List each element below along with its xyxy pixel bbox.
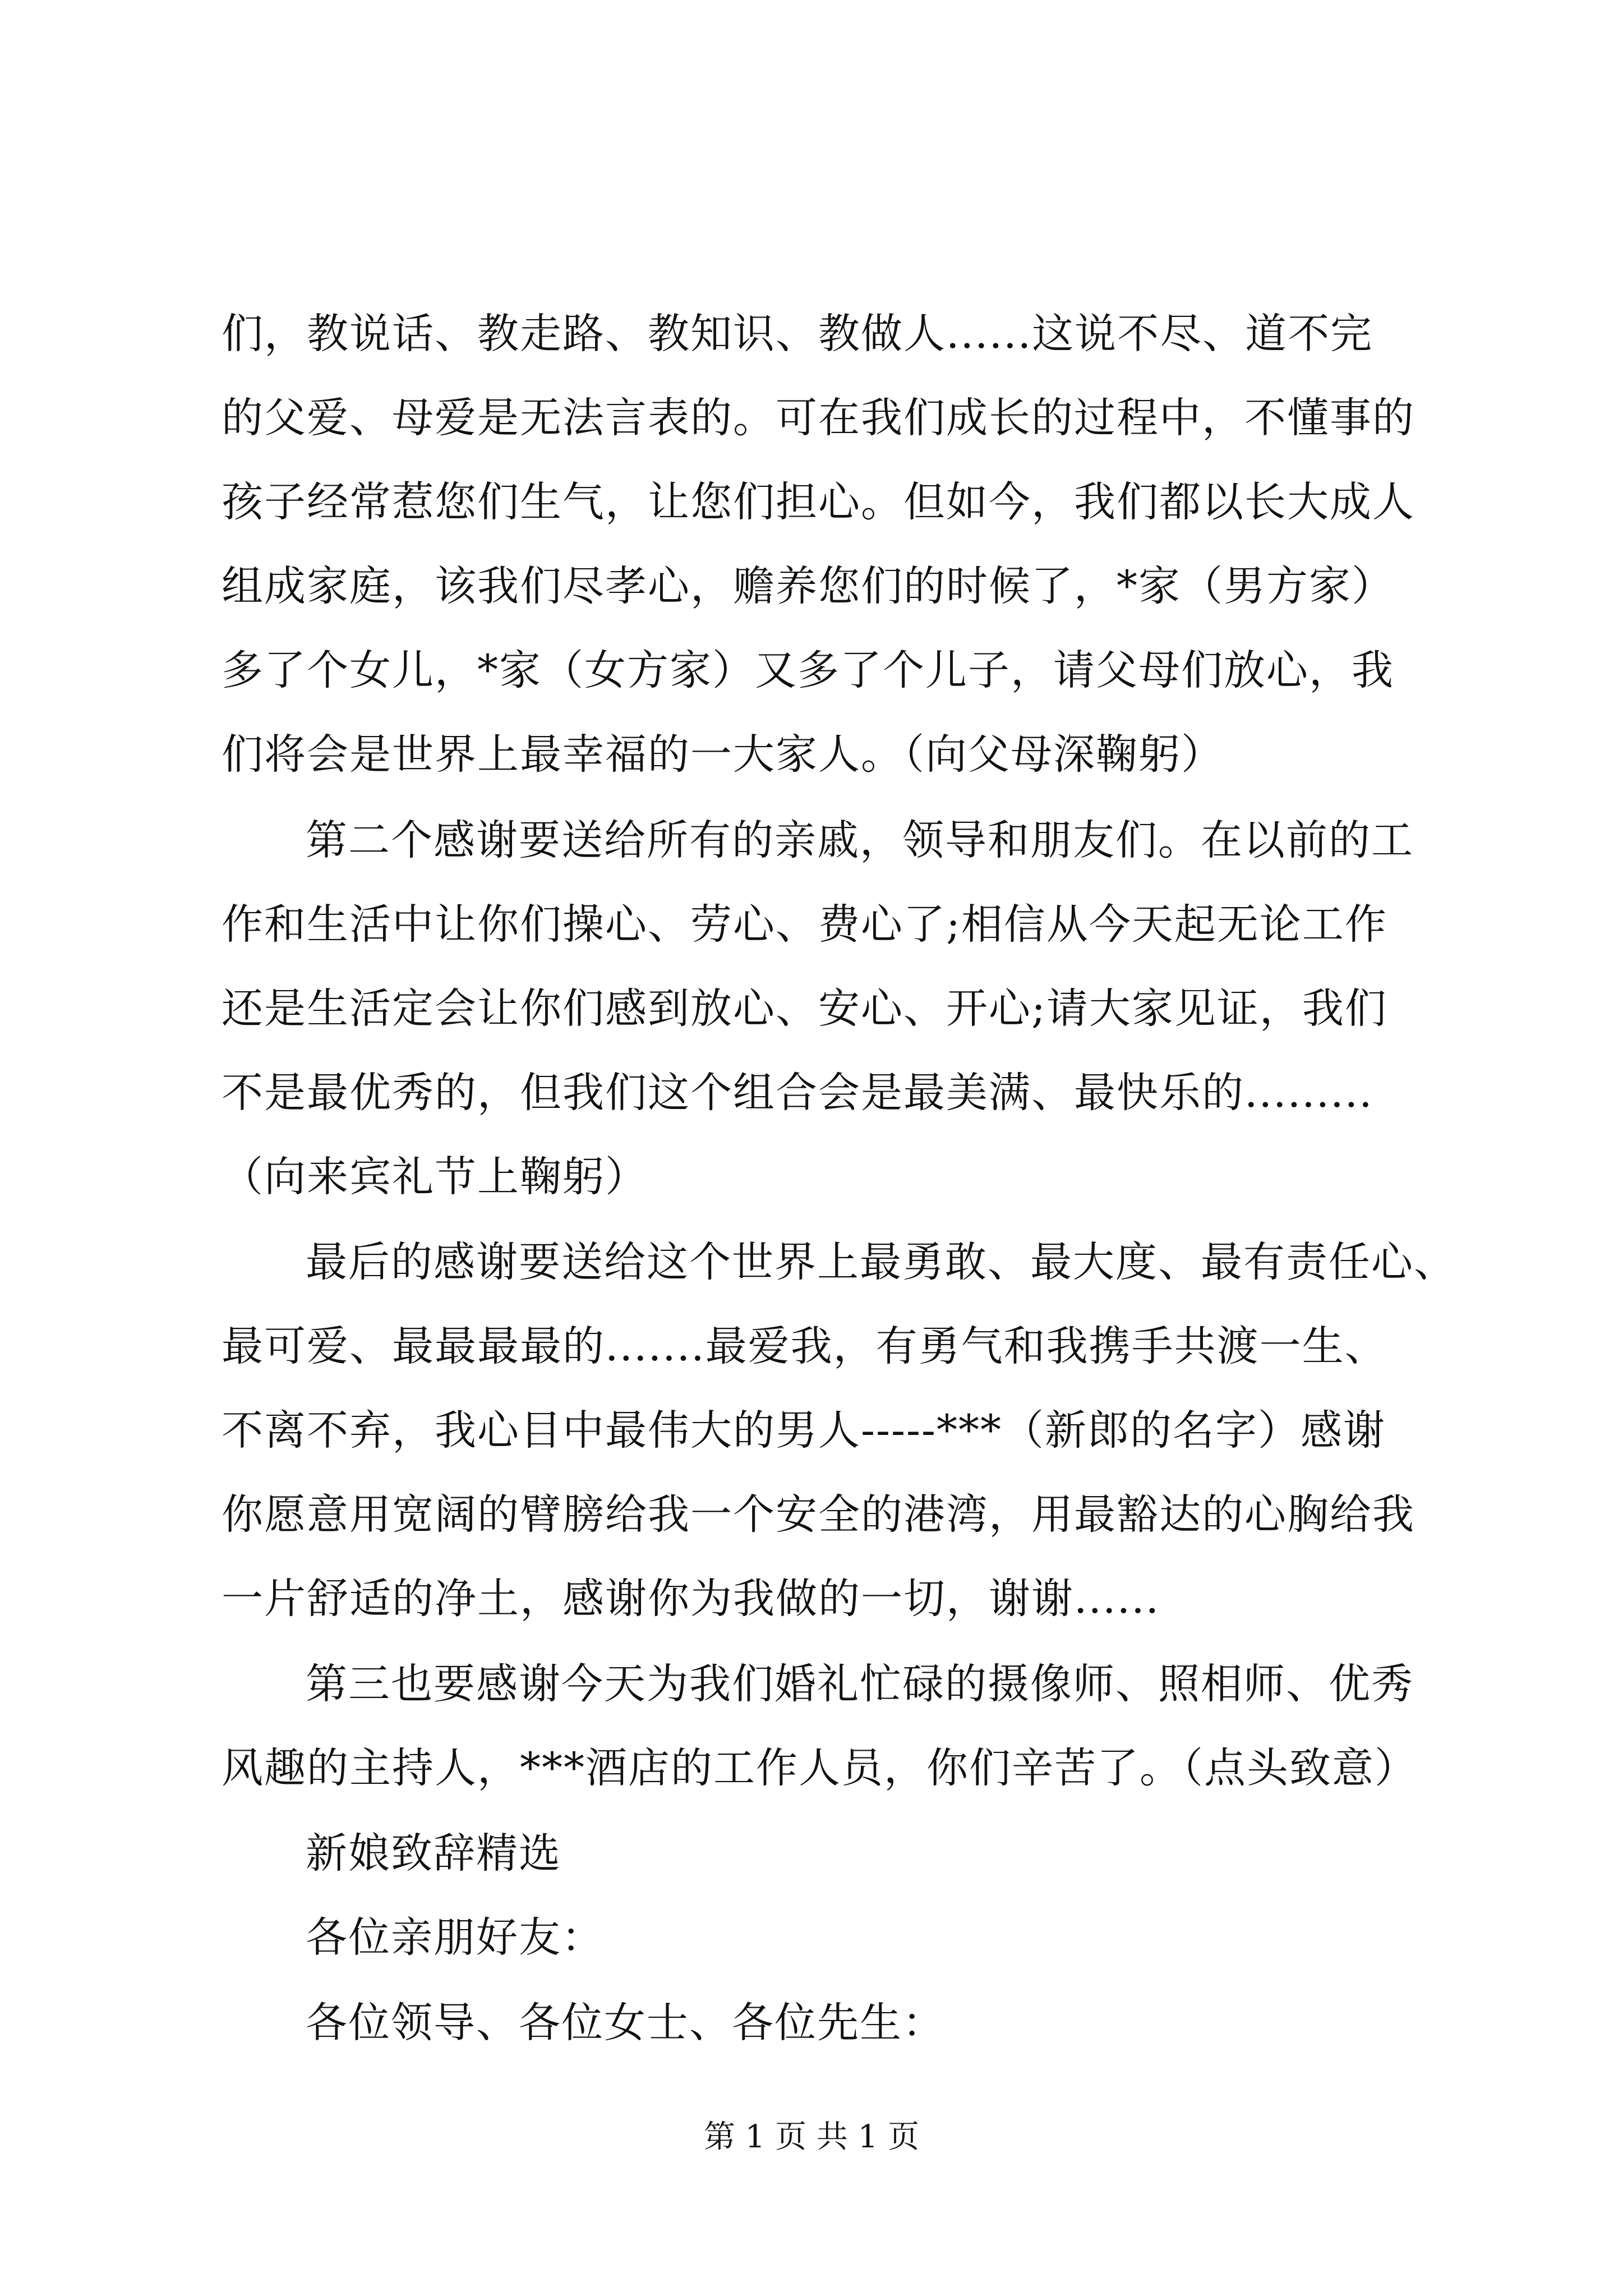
text-line: 的父爱、母爱是无法言表的。可在我们成长的过程中，不懂事的 (222, 394, 1415, 442)
salutation: 各位亲朋好友： (306, 1913, 604, 1962)
text-line: 风趣的主持人，***酒店的工作人员，你们辛苦了。（点头致意） (222, 1744, 1417, 1792)
text-line: 孩子经常惹您们生气，让您们担心。但如今，我们都以长大成人 (222, 478, 1415, 526)
text-line: 组成家庭，该我们尽孝心，赡养您们的时候了，*家（男方家） (222, 562, 1394, 610)
text-line: 还是生活定会让你们感到放心、安心、开心;请大家见证，我们 (222, 984, 1387, 1033)
text-line: （向来宾礼节上鞠躬） (222, 1153, 648, 1201)
paragraph-first-line: 最后的感谢要送给这个世界上最勇敢、最大度、最有责任心、 (306, 1238, 1456, 1286)
text-line: 不是最优秀的，但我们这个组合会是最美满、最快乐的......... (222, 1069, 1373, 1117)
salutation: 各位领导、各位女士、各位先生： (306, 1999, 945, 2047)
text-line: 一片舒适的净土，感谢你为我做的一切，谢谢...... (222, 1575, 1160, 1623)
text-line: 们将会是世界上最幸福的一大家人。（向父母深鞠躬） (222, 730, 1224, 779)
paragraph-first-line: 第三也要感谢今天为我们婚礼忙碌的摄像师、照相师、优秀 (306, 1660, 1414, 1708)
text-line: 最可爱、最最最最的.......最爱我，有勇气和我携手共渡一生、 (222, 1322, 1387, 1370)
text-line: 不离不弃，我心目中最伟大的男人-----***（新郎的名字）感谢 (222, 1406, 1386, 1455)
text-line: 你愿意用宽阔的臂膀给我一个安全的港湾，用最豁达的心胸给我 (222, 1490, 1415, 1539)
paragraph-first-line: 第二个感谢要送给所有的亲戚，领导和朋友们。在以前的工 (306, 816, 1414, 864)
text-line: 们，教说话、教走路、教知识、教做人......这说不尽、道不完 (222, 310, 1373, 358)
text-line: 多了个女儿，*家（女方家）又多了个儿子，请父母们放心，我 (222, 646, 1394, 694)
section-heading: 新娘致辞精选 (306, 1829, 561, 1878)
text-line: 作和生活中让你们操心、劳心、费心了;相信从今天起无论工作 (222, 900, 1387, 949)
page-footer: 第 1 页 共 1 页 (703, 2119, 920, 2155)
